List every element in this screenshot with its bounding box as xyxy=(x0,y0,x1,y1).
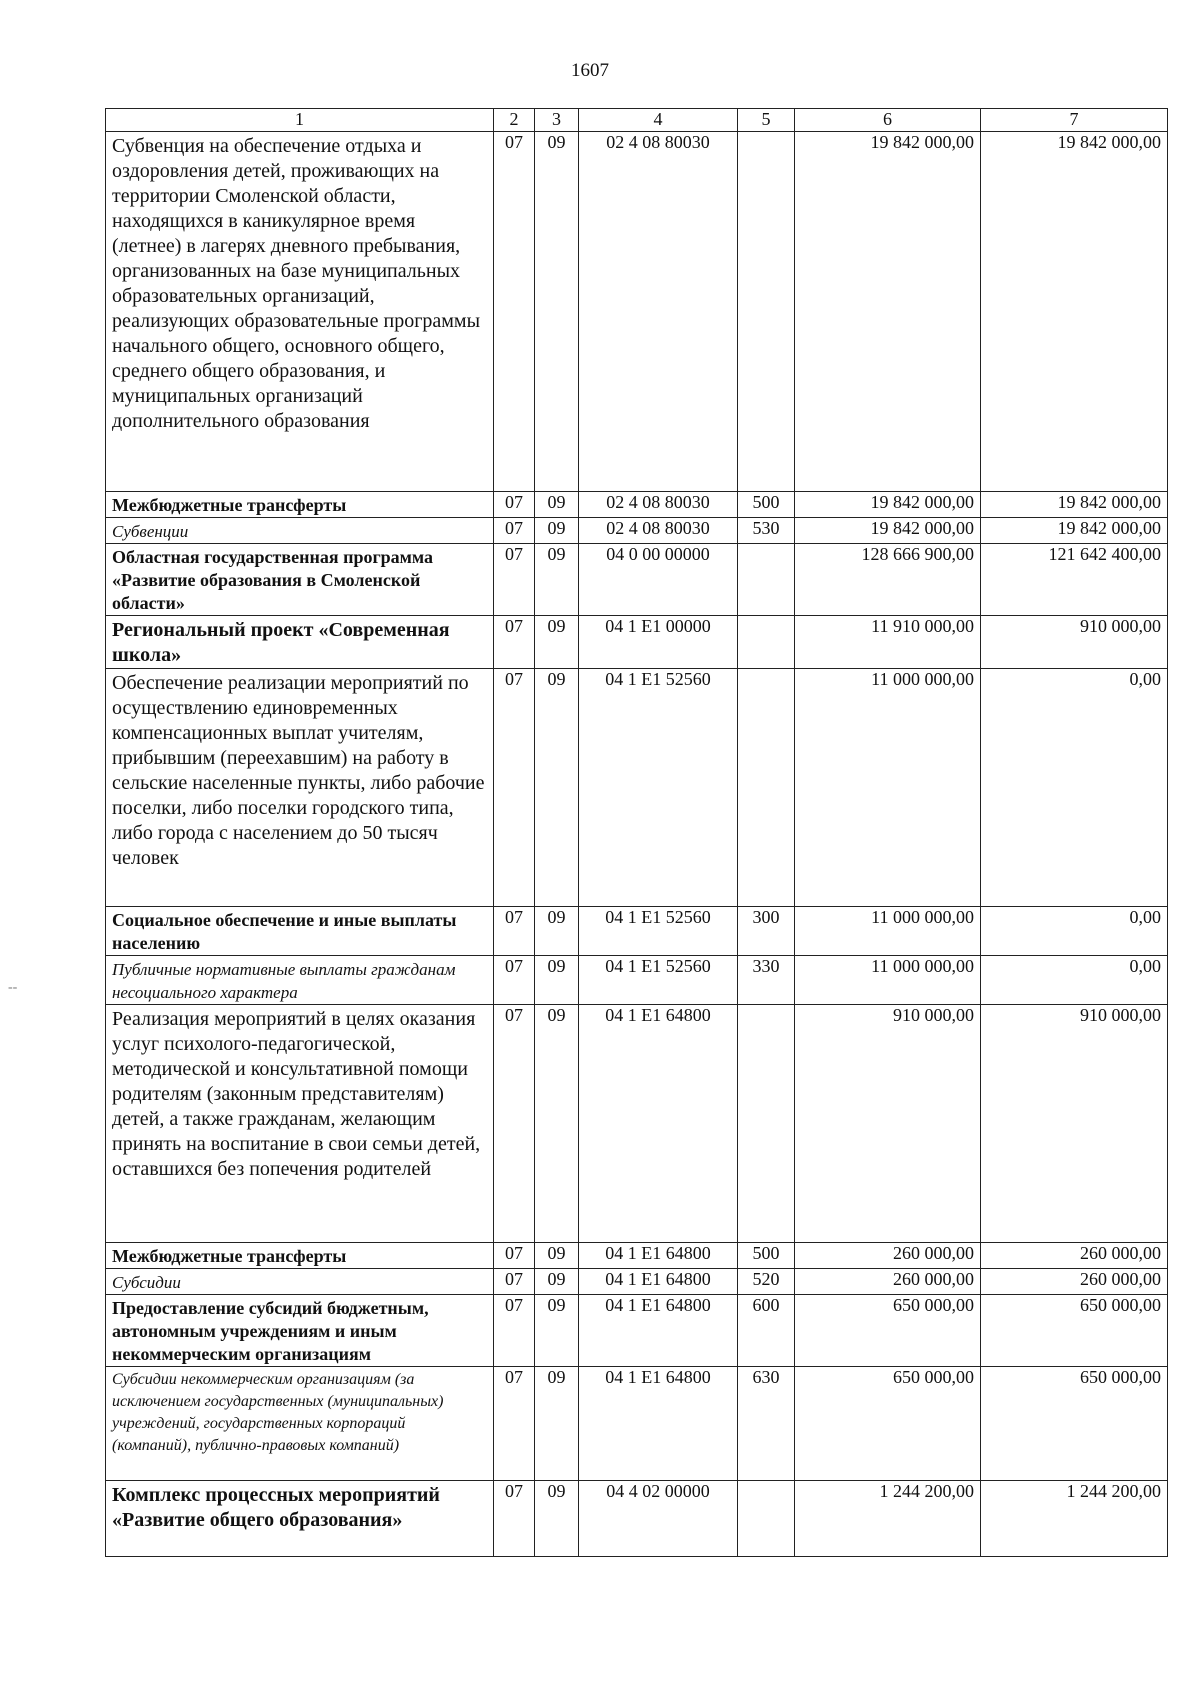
table-row xyxy=(106,518,1168,544)
row-subsection-code: 09 xyxy=(535,492,579,518)
row-target-article: 02 4 08 80030 xyxy=(579,132,738,492)
table-row xyxy=(106,1243,1168,1269)
row-amount-year-1: 650 000,00 xyxy=(795,1295,981,1367)
row-subsection-code: 09 xyxy=(535,1005,579,1243)
row-expense-type: 600 xyxy=(738,1295,795,1367)
row-section-code: 07 xyxy=(494,1243,535,1269)
row-subsection-code: 09 xyxy=(535,132,579,492)
row-expense-type: 500 xyxy=(738,492,795,518)
row-amount-year-2: 19 842 000,00 xyxy=(981,492,1168,518)
column-header: 2 xyxy=(494,109,535,132)
row-amount-year-1: 11 000 000,00 xyxy=(795,669,981,907)
row-amount-year-1: 11 910 000,00 xyxy=(795,616,981,669)
table-row xyxy=(106,1481,1168,1557)
table-row xyxy=(106,669,1168,907)
row-target-article: 04 1 E1 52560 xyxy=(579,907,738,956)
row-section-code: 07 xyxy=(494,1481,535,1557)
row-amount-year-2: 260 000,00 xyxy=(981,1269,1168,1295)
row-name: Субсидии xyxy=(106,1269,494,1295)
row-name: Региональный проект «Современная школа» xyxy=(106,616,494,669)
row-target-article: 04 1 E1 64800 xyxy=(579,1269,738,1295)
row-subsection-code: 09 xyxy=(535,907,579,956)
row-name: Межбюджетные трансферты xyxy=(106,1243,494,1269)
row-target-article: 02 4 08 80030 xyxy=(579,518,738,544)
row-section-code: 07 xyxy=(494,1295,535,1367)
row-amount-year-2: 260 000,00 xyxy=(981,1243,1168,1269)
row-section-code: 07 xyxy=(494,616,535,669)
row-subsection-code: 09 xyxy=(535,518,579,544)
row-name: Субвенция на обеспечение отдыха и оздоровления детей, проживающих на территории Смоленской области, находящихся в каникулярное время (летнее) в лагерях дневного пребывания, организованных на базе муниципальных образовательных организаций, реализующих образовательные программы начального общего, основного общего, среднего общего образования, и муниципальных организаций дополнительного образования xyxy=(106,132,494,492)
table-row xyxy=(106,492,1168,518)
row-section-code: 07 xyxy=(494,132,535,492)
edge-mark: -- xyxy=(8,980,18,995)
row-amount-year-1: 910 000,00 xyxy=(795,1005,981,1243)
row-section-code: 07 xyxy=(494,956,535,1005)
row-amount-year-2: 1 244 200,00 xyxy=(981,1481,1168,1557)
row-amount-year-1: 19 842 000,00 xyxy=(795,132,981,492)
row-name: Субвенции xyxy=(106,518,494,544)
row-expense-type: 500 xyxy=(738,1243,795,1269)
page-number: 1607 xyxy=(571,60,609,81)
row-target-article: 04 1 E1 64800 xyxy=(579,1005,738,1243)
row-amount-year-1: 1 244 200,00 xyxy=(795,1481,981,1557)
table-row xyxy=(106,544,1168,616)
row-amount-year-1: 19 842 000,00 xyxy=(795,492,981,518)
row-amount-year-1: 260 000,00 xyxy=(795,1243,981,1269)
row-amount-year-2: 650 000,00 xyxy=(981,1367,1168,1481)
row-amount-year-1: 650 000,00 xyxy=(795,1367,981,1481)
column-header: 5 xyxy=(738,109,795,132)
row-subsection-code: 09 xyxy=(535,1367,579,1481)
row-amount-year-2: 121 642 400,00 xyxy=(981,544,1168,616)
row-amount-year-1: 260 000,00 xyxy=(795,1269,981,1295)
row-amount-year-2: 0,00 xyxy=(981,907,1168,956)
row-target-article: 02 4 08 80030 xyxy=(579,492,738,518)
row-amount-year-2: 0,00 xyxy=(981,956,1168,1005)
table-row xyxy=(106,616,1168,669)
row-section-code: 07 xyxy=(494,1367,535,1481)
row-expense-type: 630 xyxy=(738,1367,795,1481)
row-name: Комплекс процессных мероприятий «Развитие общего образования» xyxy=(106,1481,494,1557)
row-section-code: 07 xyxy=(494,907,535,956)
column-header: 4 xyxy=(579,109,738,132)
table-row xyxy=(106,907,1168,956)
table-row xyxy=(106,956,1168,1005)
budget-table xyxy=(105,108,1168,1557)
row-section-code: 07 xyxy=(494,544,535,616)
table-row xyxy=(106,1367,1168,1481)
column-header-row xyxy=(106,109,1168,132)
row-subsection-code: 09 xyxy=(535,669,579,907)
row-name: Областная государственная программа «Развитие образования в Смоленской области» xyxy=(106,544,494,616)
row-target-article: 04 1 E1 64800 xyxy=(579,1367,738,1481)
row-expense-type xyxy=(738,1005,795,1243)
row-name: Реализация мероприятий в целях оказания услуг психолого-педагогической, методической и консультативной помощи родителям (законным представителям) детей, а также гражданам, желающим принять на воспитание в свои семьи детей, оставшихся без попечения родителей xyxy=(106,1005,494,1243)
row-subsection-code: 09 xyxy=(535,956,579,1005)
table-row xyxy=(106,1269,1168,1295)
table-row xyxy=(106,132,1168,492)
row-amount-year-2: 0,00 xyxy=(981,669,1168,907)
row-expense-type xyxy=(738,1481,795,1557)
row-amount-year-1: 11 000 000,00 xyxy=(795,956,981,1005)
row-section-code: 07 xyxy=(494,492,535,518)
row-target-article: 04 1 E1 00000 xyxy=(579,616,738,669)
row-section-code: 07 xyxy=(494,1005,535,1243)
row-amount-year-2: 910 000,00 xyxy=(981,1005,1168,1243)
row-subsection-code: 09 xyxy=(535,616,579,669)
row-amount-year-1: 11 000 000,00 xyxy=(795,907,981,956)
row-expense-type xyxy=(738,132,795,492)
row-name: Межбюджетные трансферты xyxy=(106,492,494,518)
row-expense-type: 520 xyxy=(738,1269,795,1295)
row-expense-type xyxy=(738,616,795,669)
row-expense-type: 330 xyxy=(738,956,795,1005)
row-name: Обеспечение реализации мероприятий по осуществлению единовременных компенсационных выплат учителям, прибывшим (переехавшим) на работу в сельские населенные пункты, либо рабочие поселки, либо поселки городского типа, либо города с населением до 50 тысяч человек xyxy=(106,669,494,907)
row-amount-year-2: 19 842 000,00 xyxy=(981,132,1168,492)
row-subsection-code: 09 xyxy=(535,1243,579,1269)
column-header: 7 xyxy=(981,109,1168,132)
row-target-article: 04 4 02 00000 xyxy=(579,1481,738,1557)
table-row xyxy=(106,1295,1168,1367)
row-subsection-code: 09 xyxy=(535,1481,579,1557)
row-target-article: 04 1 E1 52560 xyxy=(579,669,738,907)
row-target-article: 04 1 E1 64800 xyxy=(579,1295,738,1367)
table-row xyxy=(106,1005,1168,1243)
column-header: 6 xyxy=(795,109,981,132)
row-name: Предоставление субсидий бюджетным, автономным учреждениям и иным некоммерческим организациям xyxy=(106,1295,494,1367)
row-subsection-code: 09 xyxy=(535,1269,579,1295)
column-header: 1 xyxy=(106,109,494,132)
column-header: 3 xyxy=(535,109,579,132)
row-expense-type: 530 xyxy=(738,518,795,544)
row-name: Социальное обеспечение и иные выплаты населению xyxy=(106,907,494,956)
row-expense-type xyxy=(738,669,795,907)
row-section-code: 07 xyxy=(494,1269,535,1295)
row-name: Публичные нормативные выплаты гражданам несоциального характера xyxy=(106,956,494,1005)
row-target-article: 04 0 00 00000 xyxy=(579,544,738,616)
row-section-code: 07 xyxy=(494,669,535,907)
row-expense-type xyxy=(738,544,795,616)
row-subsection-code: 09 xyxy=(535,544,579,616)
row-amount-year-2: 19 842 000,00 xyxy=(981,518,1168,544)
row-amount-year-1: 128 666 900,00 xyxy=(795,544,981,616)
row-amount-year-2: 650 000,00 xyxy=(981,1295,1168,1367)
row-target-article: 04 1 E1 52560 xyxy=(579,956,738,1005)
row-name: Субсидии некоммерческим организациям (за исключением государственных (муниципальных) учреждений, государственных корпораций (компаний), публично-правовых компаний) xyxy=(106,1367,494,1481)
row-amount-year-2: 910 000,00 xyxy=(981,616,1168,669)
row-target-article: 04 1 E1 64800 xyxy=(579,1243,738,1269)
row-section-code: 07 xyxy=(494,518,535,544)
row-amount-year-1: 19 842 000,00 xyxy=(795,518,981,544)
row-subsection-code: 09 xyxy=(535,1295,579,1367)
row-expense-type: 300 xyxy=(738,907,795,956)
